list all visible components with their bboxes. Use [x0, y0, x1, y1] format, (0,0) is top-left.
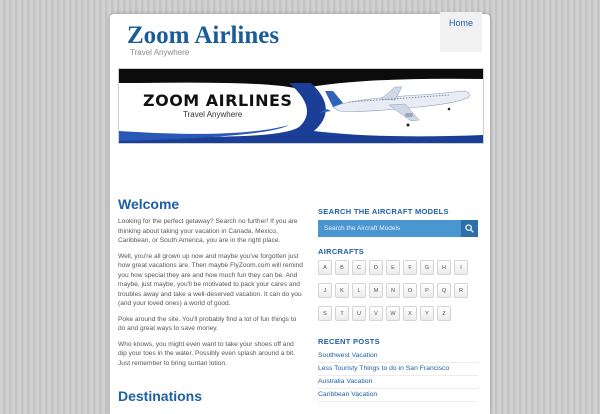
recent-post-link[interactable]: Southwest Vacation	[318, 350, 478, 363]
welcome-paragraph: Well, you're all grown up now and maybe you've forgotten just how great vacations are. Then maybe FlyZoom.com will remind you how special they are and how much fun they can be. And maybe, just maybe, you'll be motivated to pack your cares and troubles away and take a well-deserved vacation. It can do you (and your loved ones) a world of good.	[118, 252, 303, 307]
aircraft-letter-index	[318, 260, 478, 329]
search-button[interactable]	[461, 220, 478, 237]
nav-home-link[interactable]: Home	[440, 12, 482, 52]
letter-link-i[interactable]: I	[454, 260, 468, 275]
letter-link-r[interactable]: R	[454, 283, 468, 298]
letter-link-e[interactable]: E	[386, 260, 400, 275]
destinations-heading: Destinations	[118, 388, 203, 404]
recent-posts-list	[318, 350, 478, 402]
letter-link-w[interactable]: W	[386, 306, 400, 321]
welcome-paragraph: Looking for the perfect getaway? Search no further! If you are thinking about taking your vacation in Canada, Mexico, Caribbean, or South America, you are in the right place.	[118, 218, 298, 244]
search-form	[318, 220, 478, 237]
airplane-icon	[319, 87, 469, 127]
letter-link-g[interactable]: G	[420, 260, 434, 275]
letter-link-f[interactable]: F	[403, 260, 417, 275]
search-input[interactable]	[318, 220, 458, 237]
sidebar	[318, 207, 478, 402]
recent-posts-heading: RECENT POSTS	[318, 337, 380, 346]
recent-post-link[interactable]: Less Touristy Things to do in San Francisco	[318, 363, 478, 376]
welcome-paragraph: Who knows, you might even want to take your shoes off and dip your toes in the water. Possibly even splash around a bit. Just remember to bring suntan lotion.	[118, 340, 296, 367]
letter-link-v[interactable]: V	[369, 306, 383, 321]
banner-subtitle: Travel Anywhere	[183, 110, 243, 119]
recent-post-link[interactable]: Caribbean Vacation	[318, 389, 478, 402]
letter-link-t[interactable]: T	[335, 306, 349, 321]
letter-link-s[interactable]: S	[318, 306, 332, 321]
letter-link-o[interactable]: O	[403, 283, 417, 298]
letter-link-q[interactable]: Q	[437, 283, 451, 298]
header-banner	[118, 68, 484, 144]
letter-link-d[interactable]: D	[369, 260, 383, 275]
main-content	[118, 196, 304, 374]
banner-title: ZOOM AIRLINES	[143, 91, 293, 110]
letter-link-l[interactable]: L	[352, 283, 366, 298]
site-title[interactable]: Zoom Airlines	[127, 22, 280, 49]
welcome-paragraph: Poke around the site. You'll probably find a lot of fun things to do and great ways to save money.	[118, 315, 297, 332]
letter-link-k[interactable]: K	[335, 283, 349, 298]
aircrafts-heading: AIRCRAFTS	[318, 247, 365, 256]
welcome-heading: Welcome	[118, 196, 180, 212]
search-heading: SEARCH THE AIRCRAFT MODELS	[318, 207, 449, 216]
letter-link-z[interactable]: Z	[437, 306, 451, 321]
letter-link-h[interactable]: H	[437, 260, 451, 275]
letter-link-b[interactable]: B	[335, 260, 349, 275]
letter-link-c[interactable]: C	[352, 260, 366, 275]
letter-link-u[interactable]: U	[352, 306, 366, 321]
letter-link-n[interactable]: N	[386, 283, 400, 298]
search-icon	[465, 224, 474, 233]
letter-link-x[interactable]: X	[403, 306, 417, 321]
site-tagline: Travel Anywhere	[130, 48, 190, 57]
letter-link-y[interactable]: Y	[420, 306, 434, 321]
letter-link-j[interactable]: J	[318, 283, 332, 298]
letter-link-a[interactable]: A	[318, 260, 332, 275]
letter-link-m[interactable]: M	[369, 283, 383, 298]
letter-link-p[interactable]: P	[420, 283, 434, 298]
recent-post-link[interactable]: Australia Vacation	[318, 376, 478, 389]
page-container	[110, 14, 490, 414]
